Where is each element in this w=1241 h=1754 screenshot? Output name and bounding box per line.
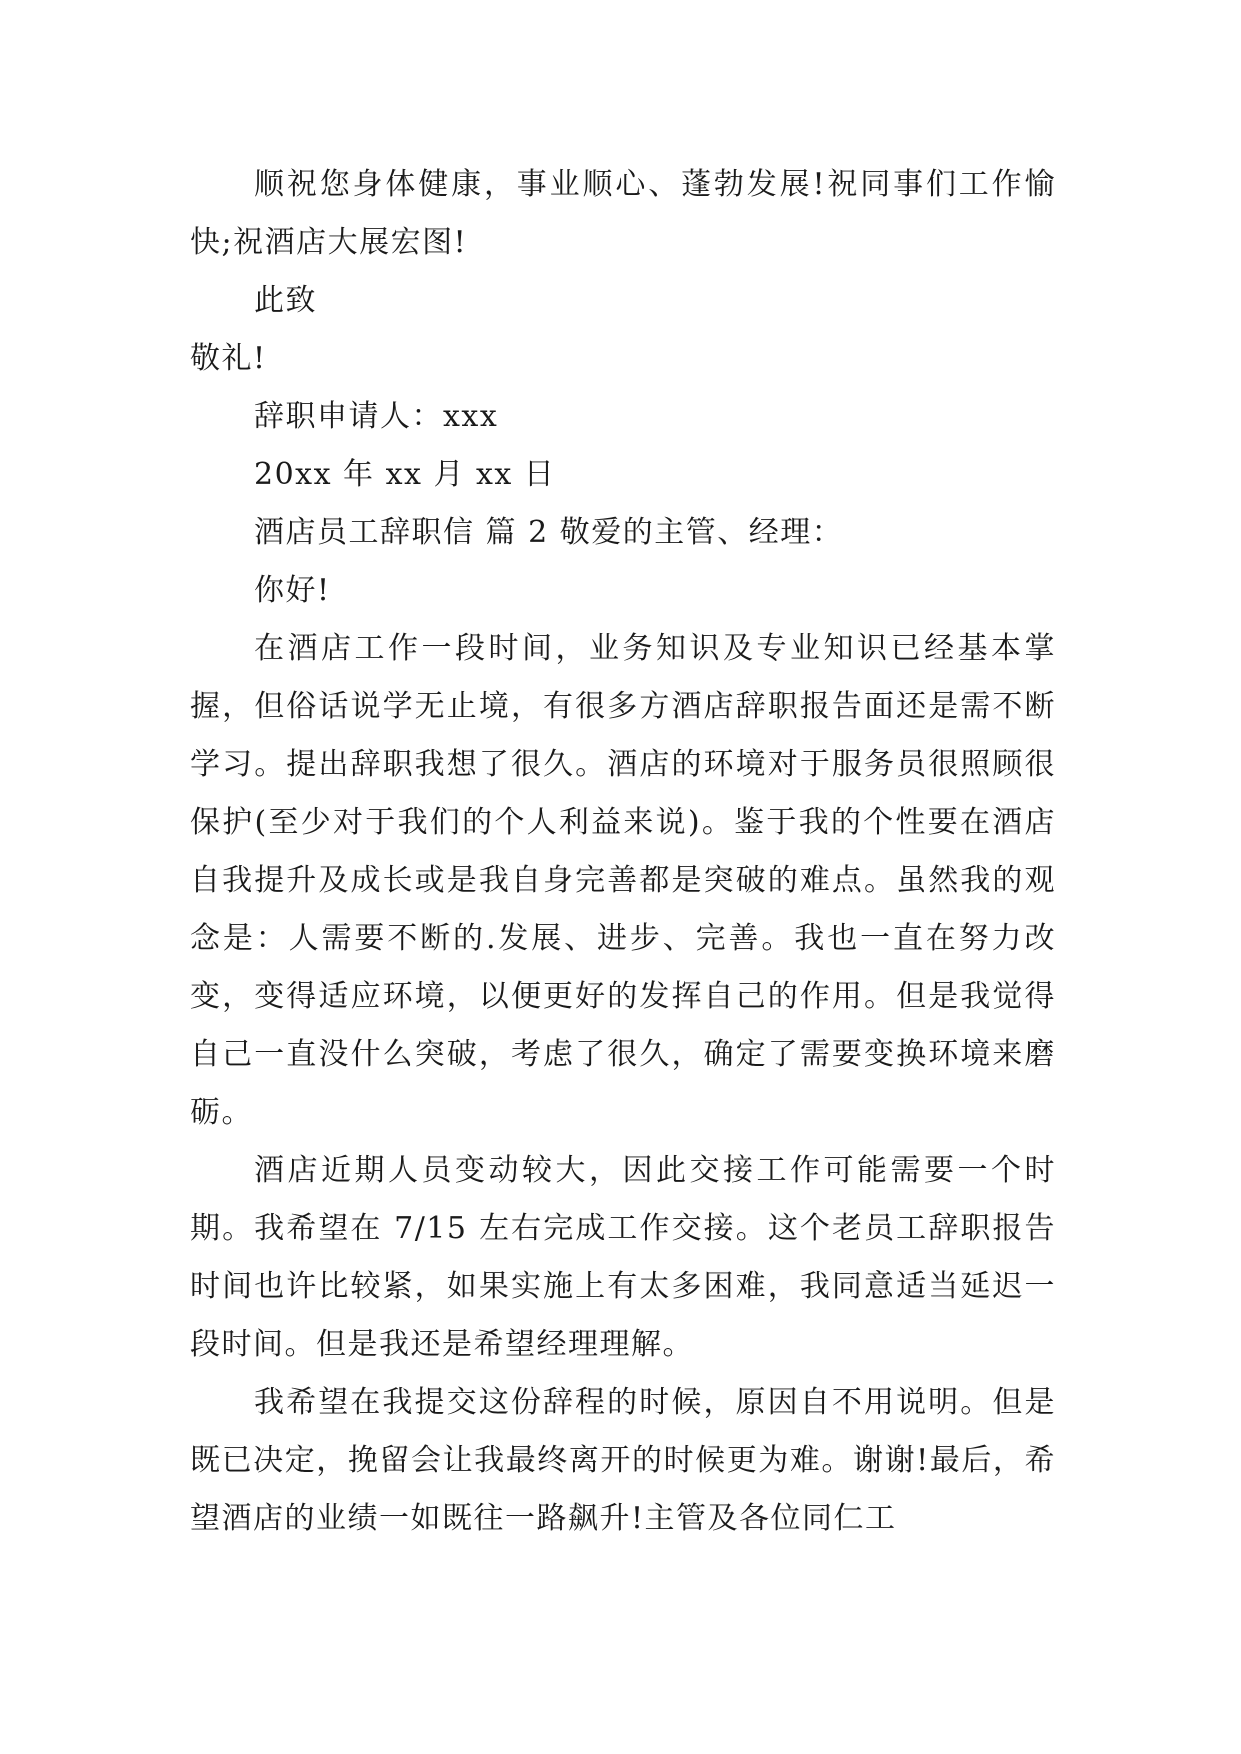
letter-body <box>190 156 1056 1548</box>
applicant-name: 辞职申请人：xxx <box>254 399 499 434</box>
greeting: 你好! <box>254 573 331 608</box>
salutation-jingli: 敬礼! <box>190 341 267 376</box>
closing-wishes-paragraph: 顺祝您身体健康，事业顺心、蓬勃发展!祝同事们工作愉快;祝酒店大展宏图! <box>190 167 1056 260</box>
salutation-cizhi: 此致 <box>254 283 317 318</box>
body-paragraph-handover: 酒店近期人员变动较大，因此交接工作可能需要一个时期。我希望在 7/15 左右完成工作交接。这个老员工辞职报告时间也许比较紧，如果实施上有太多困难，我同意适当延迟一段时间。但是我还是希望经理理解。 <box>190 1153 1056 1362</box>
body-paragraph-reasons: 在酒店工作一段时间，业务知识及专业知识已经基本掌握，但俗话说学无止境，有很多方酒店辞职报告面还是需不断学习。提出辞职我想了很久。酒店的环境对于服务员很照顾很保护(至少对于我们的个人利益来说)。鉴于我的个性要在酒店自我提升及成长或是我自身完善都是突破的难点。虽然我的观念是：人需要不断的.发展、进步、完善。我也一直在努力改变，变得适应环境，以便更好的发挥自己的作用。但是我觉得自己一直没什么突破，考虑了很久，确定了需要变换环境来磨砺。 <box>190 631 1056 1130</box>
letter-2-heading: 酒店员工辞职信 篇 2 敬爱的主管、经理： <box>254 515 844 550</box>
letter-date: 20xx 年 xx 月 xx 日 <box>254 457 556 492</box>
body-paragraph-closing: 我希望在我提交这份辞程的时候，原因自不用说明。但是既已决定，挽留会让我最终离开的时候更为难。谢谢!最后，希望酒店的业绩一如既往一路飙升!主管及各位同仁工 <box>190 1385 1056 1536</box>
